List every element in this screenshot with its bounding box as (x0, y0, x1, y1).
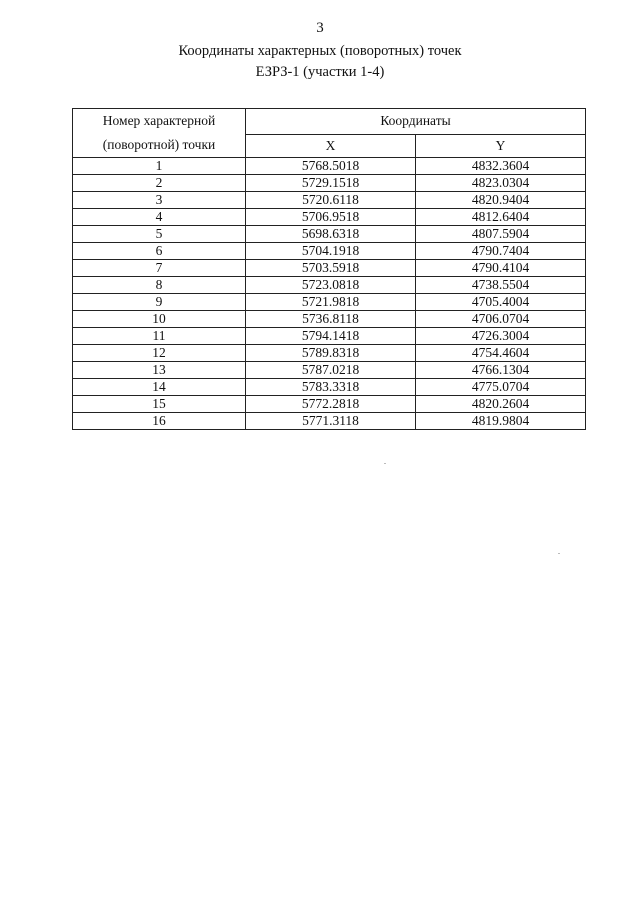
y-header: Y (416, 134, 586, 157)
y-coordinate-cell: 4823.0304 (416, 175, 586, 192)
y-coordinate-cell: 4706.0704 (416, 311, 586, 328)
coordinates-header: Координаты (246, 109, 586, 135)
table-row (73, 328, 586, 345)
x-coordinate-cell: 5771.3118 (246, 413, 416, 430)
point-number-header-line2: (поворотной) точки (102, 137, 216, 152)
x-coordinate-cell: 5729.1518 (246, 175, 416, 192)
table-row (73, 345, 586, 362)
table-row (73, 192, 586, 209)
y-coordinate-cell: 4766.1304 (416, 362, 586, 379)
scan-speck (384, 463, 386, 464)
x-coordinate-cell: 5787.0218 (246, 362, 416, 379)
point-number-cell: 5 (73, 226, 246, 243)
coordinates-table (72, 108, 586, 430)
x-coordinate-cell: 5706.9518 (246, 209, 416, 226)
table-body (73, 158, 586, 430)
y-coordinate-cell: 4790.4104 (416, 260, 586, 277)
x-coordinate-cell: 5723.0818 (246, 277, 416, 294)
point-number-cell: 4 (73, 209, 246, 226)
point-number-cell: 15 (73, 396, 246, 413)
table-row (73, 260, 586, 277)
y-coordinate-cell: 4726.3004 (416, 328, 586, 345)
table-row (73, 243, 586, 260)
x-coordinate-cell: 5720.6118 (246, 192, 416, 209)
point-number-cell: 13 (73, 362, 246, 379)
x-coordinate-cell: 5703.5918 (246, 260, 416, 277)
x-coordinate-cell: 5721.9818 (246, 294, 416, 311)
x-coordinate-cell: 5698.6318 (246, 226, 416, 243)
table-row (73, 311, 586, 328)
y-coordinate-cell: 4775.0704 (416, 379, 586, 396)
document-subtitle: ЕЗРЗ-1 (участки 1-4) (255, 64, 385, 80)
point-number-cell: 16 (73, 413, 246, 430)
y-coordinate-cell: 4754.4604 (416, 345, 586, 362)
y-coordinate-cell: 4738.5504 (416, 277, 586, 294)
point-number-cell: 9 (73, 294, 246, 311)
y-coordinate-cell: 4812.6404 (416, 209, 586, 226)
y-coordinate-cell: 4705.4004 (416, 294, 586, 311)
y-coordinate-cell: 4832.3604 (416, 158, 586, 175)
point-number-cell: 10 (73, 311, 246, 328)
x-coordinate-cell: 5704.1918 (246, 243, 416, 260)
y-coordinate-cell: 4820.9404 (416, 192, 586, 209)
x-coordinate-cell: 5789.8318 (246, 345, 416, 362)
table-row (73, 277, 586, 294)
point-number-cell: 1 (73, 158, 246, 175)
scan-speck (558, 553, 560, 554)
table-row (73, 294, 586, 311)
x-coordinate-cell: 5794.1418 (246, 328, 416, 345)
y-coordinate-cell: 4807.5904 (416, 226, 586, 243)
y-coordinate-cell: 4790.7404 (416, 243, 586, 260)
table-row (73, 413, 586, 430)
point-number-cell: 14 (73, 379, 246, 396)
page-number: 3 (316, 20, 324, 36)
x-coordinate-cell: 5768.5018 (246, 158, 416, 175)
point-number-cell: 7 (73, 260, 246, 277)
point-number-cell: 6 (73, 243, 246, 260)
point-number-cell: 2 (73, 175, 246, 192)
y-coordinate-cell: 4819.9804 (416, 413, 586, 430)
x-header: X (246, 134, 416, 157)
x-coordinate-cell: 5783.3318 (246, 379, 416, 396)
table-row (73, 226, 586, 243)
x-coordinate-cell: 5736.8118 (246, 311, 416, 328)
x-coordinate-cell: 5772.2818 (246, 396, 416, 413)
y-coordinate-cell: 4820.2604 (416, 396, 586, 413)
table-row (73, 379, 586, 396)
table-row (73, 158, 586, 175)
document-title: Координаты характерных (поворотных) точек (178, 43, 462, 59)
point-number-cell: 11 (73, 328, 246, 345)
point-number-cell: 12 (73, 345, 246, 362)
point-number-cell: 3 (73, 192, 246, 209)
table-row (73, 396, 586, 413)
point-number-header (73, 109, 246, 158)
point-number-cell: 8 (73, 277, 246, 294)
table-row (73, 209, 586, 226)
table-row (73, 175, 586, 192)
table-row (73, 362, 586, 379)
point-number-header-line1: Номер характерной (102, 113, 216, 128)
